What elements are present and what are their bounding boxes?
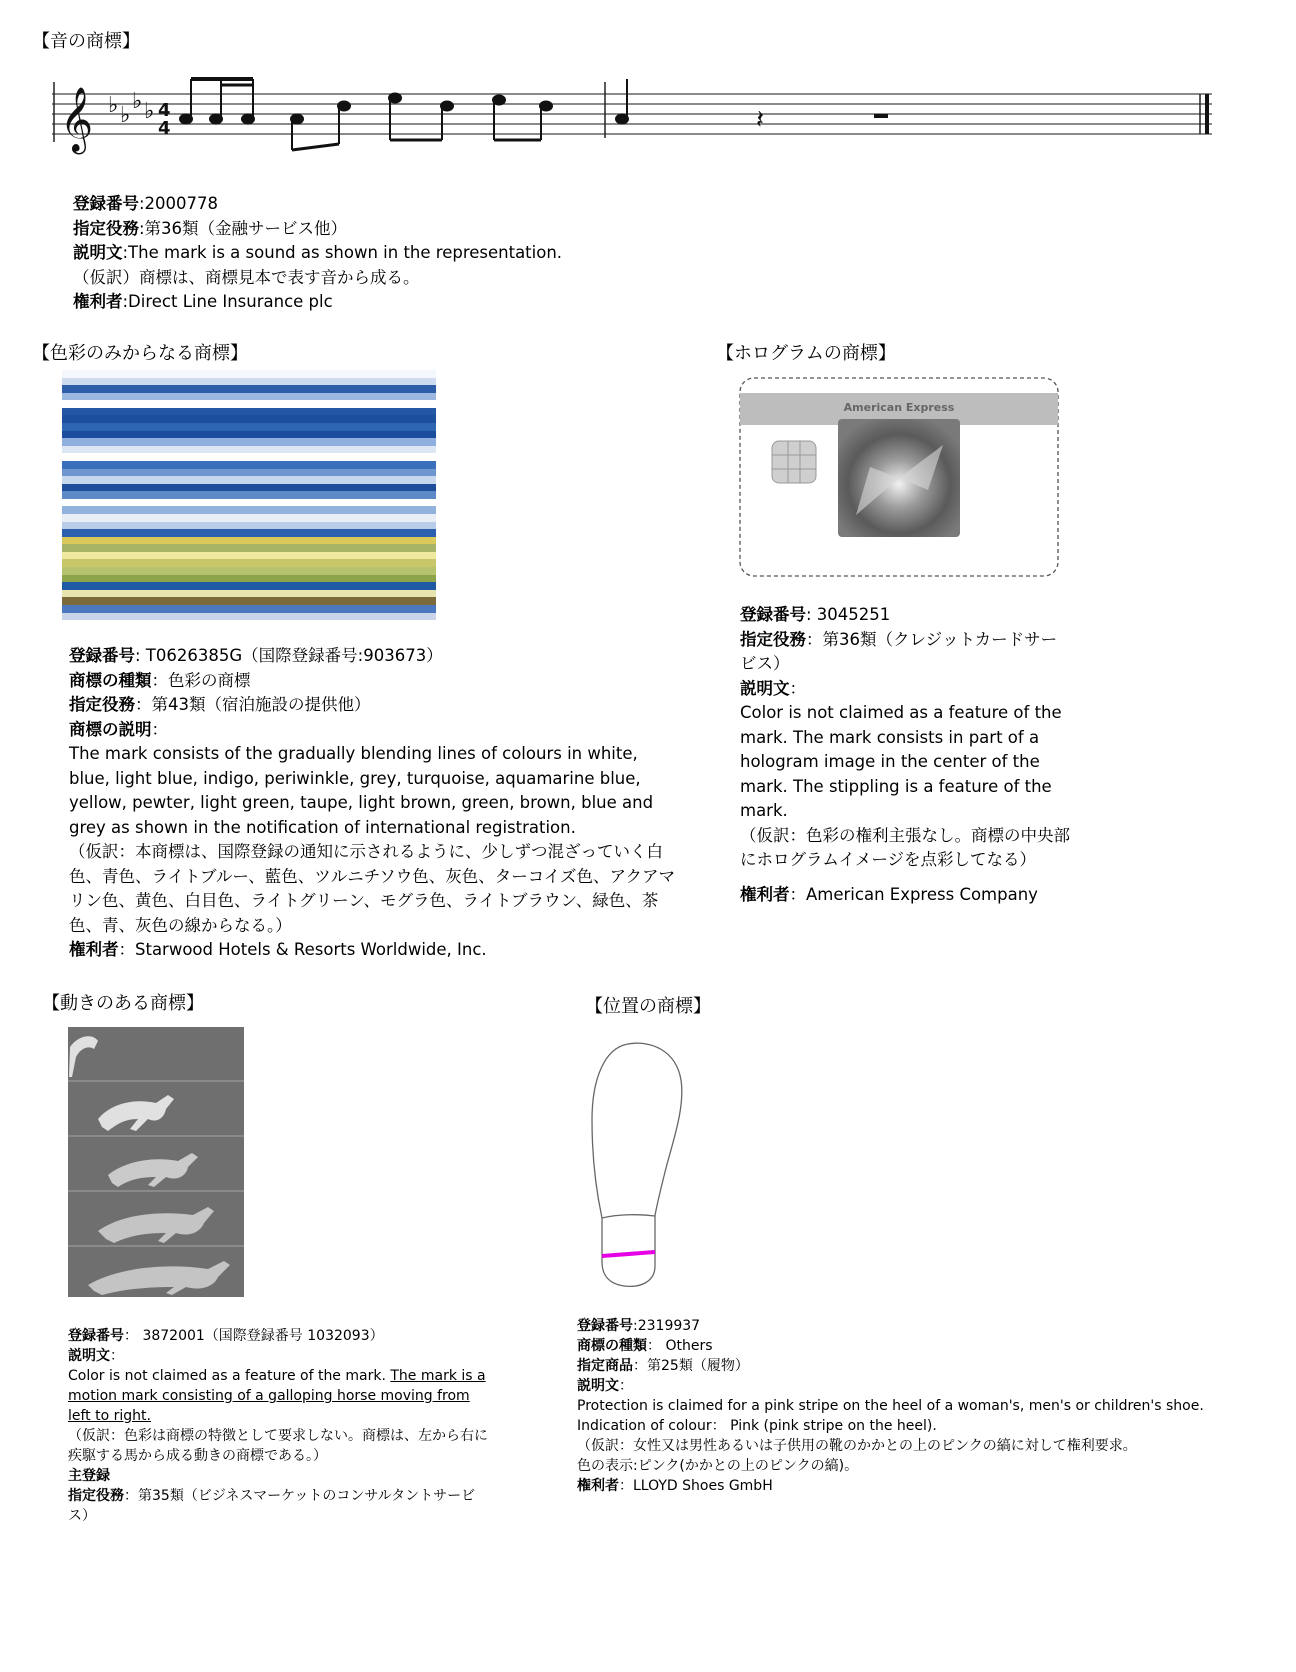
value: ：第25類（履物） <box>633 1358 749 1374</box>
color-stripe <box>62 484 436 492</box>
value: :第36類（金融サービス他） <box>139 218 348 238</box>
value: ：American Express Company <box>789 884 1038 904</box>
description-underlined: The mark is a motion mark consisting of a galloping horse moving from left to right. <box>68 1368 486 1424</box>
label: 登録番号 <box>68 1328 124 1344</box>
value: ： <box>619 1378 633 1394</box>
value: ：色彩の商標 <box>151 670 251 690</box>
color-stripe <box>62 537 436 545</box>
color-mark-image <box>62 370 436 620</box>
label: 商標の説明 <box>69 719 152 739</box>
color-stripe <box>62 400 436 408</box>
color-stripe <box>62 370 436 378</box>
color-stripe <box>62 590 436 598</box>
label: 登録番号 <box>740 605 806 624</box>
label: 指定役務 <box>69 695 135 714</box>
hologram-mark-image <box>738 375 1060 580</box>
color-stripe <box>62 514 436 522</box>
value: :2000778 <box>139 194 219 213</box>
sound-mark-heading: 【音の商標】 <box>32 31 140 52</box>
value: ： 3872001（国際登録番号 1032093） <box>124 1328 384 1344</box>
label: 指定役務 <box>740 629 806 649</box>
translation: （仮訳）商標は、商標見本で表す音から成る。 <box>73 267 420 287</box>
color-stripe <box>62 613 436 621</box>
label: 指定商品 <box>577 1358 633 1374</box>
color-mark-details <box>69 644 679 963</box>
position-mark-image <box>588 1040 698 1290</box>
main-registration: 主登録 <box>68 1468 110 1484</box>
value: ： <box>789 678 806 698</box>
color-stripe <box>62 476 436 484</box>
hologram-mark-details <box>740 603 1070 907</box>
motion-mark-details <box>68 1326 493 1526</box>
color-stripe <box>62 506 436 514</box>
color-stripe <box>62 393 436 401</box>
value: ：第35類（ビジネスマーケットのコンサルタントサービス） <box>68 1488 476 1524</box>
label: 説明文 <box>740 678 790 698</box>
color-stripe <box>62 385 436 393</box>
motion-mark-heading: 【動きのある商標】 <box>42 993 204 1014</box>
description-plain: Color is not claimed as a feature of the mark. <box>68 1368 391 1384</box>
label: 権利者 <box>740 884 790 904</box>
color-stripe <box>62 522 436 530</box>
svg-text:♭: ♭ <box>132 89 143 114</box>
color-stripe <box>62 559 436 567</box>
label: 登録番号 <box>69 646 135 665</box>
label: 商標の種類 <box>69 670 152 690</box>
svg-text:4: 4 <box>158 118 171 139</box>
color-stripe <box>62 446 436 454</box>
color-stripe <box>62 415 436 423</box>
label: 権利者 <box>69 940 119 959</box>
color-stripe <box>62 461 436 469</box>
value: ： <box>110 1348 124 1364</box>
value: ：第36類（クレジットカードサービス） <box>740 629 1058 673</box>
color-stripe <box>62 469 436 477</box>
sound-mark-details <box>73 192 773 315</box>
color-stripe <box>62 408 436 416</box>
color-stripe <box>62 582 436 590</box>
value: :2319937 <box>633 1318 701 1334</box>
description: Protection is claimed for a pink stripe on the heel of a woman's, men's or children's shoe. <box>577 1398 1204 1414</box>
label: 説明文 <box>577 1378 619 1394</box>
svg-text:♭: ♭ <box>108 93 119 118</box>
value: ：第43類（宿泊施設の提供他） <box>135 695 371 714</box>
label: 商標の種類 <box>577 1338 647 1354</box>
label: 指定役務 <box>73 218 139 238</box>
color-stripe <box>62 597 436 605</box>
value: ：LLOYD Shoes GmbH <box>619 1478 773 1494</box>
color-stripe <box>62 453 436 461</box>
color-stripe <box>62 552 436 560</box>
color-stripe <box>62 575 436 583</box>
color-stripe <box>62 438 436 446</box>
translation: （仮訳：女性又は男性あるいは子供用の靴のかかとの上のピンクの縞に対して権利要求。 <box>577 1438 1137 1454</box>
value: ： Others <box>647 1338 713 1354</box>
color-stripe <box>62 529 436 537</box>
color-display: 色の表示:ピンク(かかとの上のピンクの縞)。 <box>577 1458 859 1474</box>
value: ： <box>151 719 168 739</box>
color-stripe <box>62 499 436 507</box>
color-stripe <box>62 378 436 386</box>
label: 説明文 <box>68 1348 110 1364</box>
value: :The mark is a sound as shown in the representation. <box>122 243 563 262</box>
color-stripe <box>62 605 436 613</box>
pink-stripe <box>602 1252 655 1256</box>
hologram-mark-heading: 【ホログラムの商標】 <box>716 343 896 364</box>
svg-text:♭: ♭ <box>144 99 155 124</box>
translation: （仮訳：色彩は商標の特徴として要求しない。商標は、左から右に疾駆する馬から成る動きの商標である。） <box>68 1428 488 1464</box>
color-stripe <box>62 431 436 439</box>
label: 権利者 <box>73 292 123 311</box>
sound-mark-score <box>52 72 1217 172</box>
value: :Direct Line Insurance plc <box>122 292 333 311</box>
color-stripe <box>62 491 436 499</box>
svg-text:4: 4 <box>158 100 171 121</box>
label: 登録番号 <box>577 1318 633 1334</box>
label: 登録番号 <box>73 194 139 213</box>
label: 権利者 <box>577 1478 619 1494</box>
color-stripe <box>62 544 436 552</box>
value: : 3045251 <box>806 605 891 624</box>
position-mark-heading: 【位置の商標】 <box>585 996 711 1017</box>
translation: （仮訳：本商標は、国際登録の通知に示されるように、少しずつ混ざっていく白色、青色、ライトブルー、藍色、ツルニチソウ色、灰色、ターコイズ色、アクアマリン色、黄色、白目色、ライトグリーン、モグラ色、ライトブラウン、緑色、茶色、青、灰色の線からなる。） <box>69 842 676 935</box>
description: The mark consists of the gradually blending lines of colours in white, blue, light blue, indigo, periwinkle, grey, turquoise, aquamarine blue, yellow, pewter, light green, taupe, light brown, green, brown, blue and grey as shown in the notification of international registration. <box>69 744 654 837</box>
card-brand-text: American Express <box>843 401 955 414</box>
svg-text:𝄞: 𝄞 <box>60 87 94 152</box>
color-mark-heading: 【色彩のみからなる商標】 <box>32 343 248 364</box>
label: 説明文 <box>73 243 123 262</box>
color-stripe <box>62 567 436 575</box>
label: 指定役務 <box>68 1488 124 1504</box>
svg-text:♭: ♭ <box>120 103 131 128</box>
color-stripe <box>62 423 436 431</box>
motion-mark-image <box>68 1027 244 1297</box>
value: ：Starwood Hotels & Resorts Worldwide, Inc. <box>118 940 487 959</box>
position-mark-details <box>577 1316 1277 1496</box>
indication: Indication of colour： Pink (pink stripe on the heel). <box>577 1418 937 1434</box>
svg-text:𝄽: 𝄽 <box>756 105 764 135</box>
translation: （仮訳：色彩の権利主張なし。商標の中央部にホログラムイメージを点彩してなる） <box>740 825 1070 869</box>
description: Color is not claimed as a feature of the mark. The mark consists in part of a hologram image in the center of the mark. The stippling is a feature of the mark. <box>740 703 1062 820</box>
value: : T0626385G（国際登録番号:903673） <box>135 646 443 665</box>
